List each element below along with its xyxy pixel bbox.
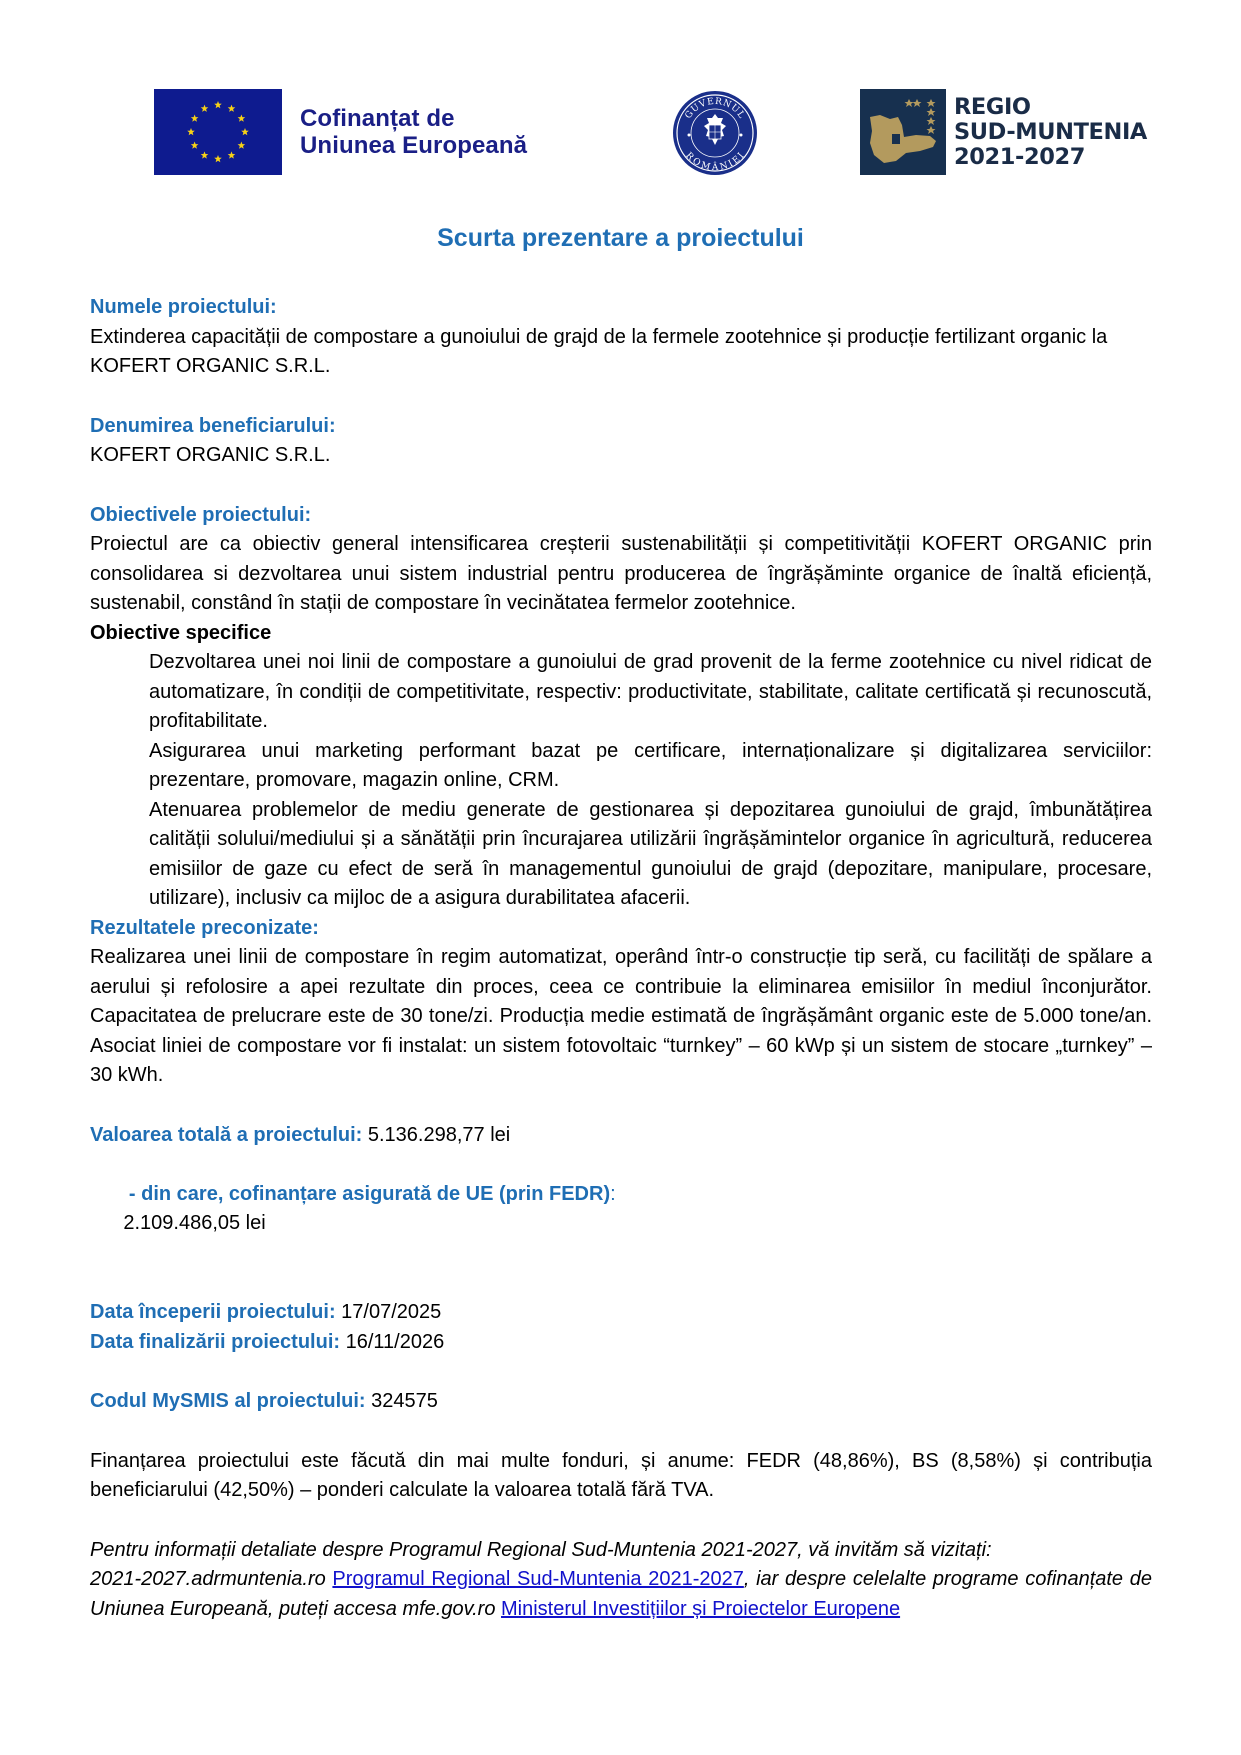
specific-objective-1: Dezvoltarea unei noi linii de compostare a gunoiului de grad provenit de la ferme zootehnice cu nivel ridicat de automatizare, în condiții de competitivitate, respectiv: productivitate, stabilitate, calitate certificată și recunoscută, profitabilitate. <box>149 651 1152 732</box>
regio-line2: SUD-MUNTENIA <box>954 118 1147 145</box>
eu-logo-line1: Cofinanțat de <box>300 105 455 132</box>
eu-star-icon <box>228 105 236 112</box>
footer-site1: 2021-2027.adrmuntenia.ro <box>90 1568 326 1590</box>
document-body <box>90 293 1152 1624</box>
objectives-section <box>90 501 1152 914</box>
financing-statement: Finanțarea proiectului este făcută din mai multe fonduri, și anume: FEDR (48,86%), BS (8,58%) și contribuția beneficiarului (42,50%) – ponderi calculate la valoarea totală fără TVA. <box>90 1449 1152 1501</box>
results-label: Rezultatele preconizate: <box>90 916 319 939</box>
project-name-section <box>90 293 1152 382</box>
eu-cofinancing-colon: : <box>610 1182 616 1205</box>
beneficiary-label: Denumirea beneficiarului: <box>90 414 336 437</box>
beneficiary-section <box>90 412 1152 471</box>
specific-objectives-label: Obiective specifice <box>90 621 272 644</box>
total-value-amount: 5.136.298,77 lei <box>367 1123 511 1146</box>
seal-top-text: GUVERNUL <box>683 96 747 121</box>
eu-star-icon <box>201 151 209 158</box>
dates-section <box>90 1298 1152 1357</box>
specific-objective-3: Atenuarea problemelor de mediu generate de gestionarea și depozitarea gunoiului de grajd, îmbunătățirea calității solului/mediului și a sănătății prin încurajarea utilizării îngrășămintelor organice în agricultură, reducerea emisiilor de gaze cu efect de seră în managementul gunoiului de grajd (depozitare, manipulare, procesare, utilizare), inclusiv ca mijloc de a asigura durabilitatea afacerii. <box>149 798 1152 909</box>
footer-info <box>90 1536 1152 1625</box>
eu-star-icon <box>214 155 222 162</box>
eu-cofinancing-row <box>90 1150 1152 1268</box>
results-value: Realizarea unei linii de compostare în regim automatizat, operând într-o construcție tip seră, cu facilități de spălare a aerului și refolosire a apei rezultate din proces, ceea ce contribuie la eliminarea emisiilor în mediul înconjurător. Capacitatea de prelucrare este de 30 tone/zi. Producția medie estimată de îngrășământ organic este de 5.000 tone/an. Asociat liniei de compostare vor fi instalat: un sistem fotovoltaic “turnkey” – 60 kWp și un sistem de stocare „turnkey” – 30 kWh. <box>90 946 1152 1086</box>
project-name-value: Extinderea capacității de compostare a gunoiului de grajd de la fermele zootehnice și producție fertilizant organic la KOFERT ORGANIC S.R.L. <box>90 325 1108 377</box>
regio-line3: 2021-2027 <box>954 143 1085 170</box>
eu-cofinancing-amount: 2.109.486,05 lei <box>123 1212 266 1234</box>
value-section <box>90 1121 1152 1269</box>
specific-objective-2: Asigurarea unui marketing performant bazat pe certificare, internaționalizare și digitalizarea serviciilor: prezentare, promovare, magazin online, CRM. <box>149 739 1152 791</box>
project-name-label: Numele proiectului: <box>90 296 277 318</box>
results-section <box>90 914 1152 1091</box>
total-value-label: Valoarea totală a proiectului: <box>90 1123 363 1146</box>
mysmis-label: Codul MySMIS al proiectului: <box>90 1390 366 1412</box>
eu-star-icon <box>187 128 195 135</box>
objectives-label: Obiectivele proiectului: <box>90 503 312 526</box>
eu-star-icon <box>191 115 199 122</box>
eu-flag-icon <box>154 89 282 175</box>
eu-cofinancing-logo <box>154 89 527 175</box>
footer-paragraph <box>90 1565 1152 1624</box>
eu-star-icon <box>214 101 222 108</box>
start-date-label: Data începerii proiectului: <box>90 1301 336 1323</box>
ministry-link[interactable]: Ministerul Investițiilor și Proiectelor Europene <box>501 1597 901 1620</box>
eu-star-icon <box>238 115 246 122</box>
program-regional-link[interactable]: Programul Regional Sud-Muntenia 2021-2027 <box>332 1568 744 1590</box>
mysmis-value: 324575 <box>371 1390 438 1412</box>
eu-star-icon <box>241 128 249 135</box>
end-date-label: Data finalizării proiectului: <box>90 1330 341 1353</box>
beneficiary-value: KOFERT ORGANIC S.R.L. <box>90 444 331 466</box>
footer-line1: Pentru informații detaliate despre Programul Regional Sud-Muntenia 2021-2027, vă invităm să vizitați: <box>90 1538 992 1561</box>
seal-bottom-text: ROMÂNIEI <box>683 150 747 174</box>
logo-header <box>0 89 1241 177</box>
end-date-value: 16/11/2026 <box>345 1330 445 1353</box>
footer-site2: mfe.gov.ro <box>402 1597 496 1620</box>
regio-sud-muntenia-logo <box>860 89 1147 175</box>
eu-star-icon <box>191 142 199 149</box>
page-title: Scurta prezentare a proiectului <box>437 224 804 252</box>
eu-logo-line2: Uniunea Europeană <box>300 132 528 159</box>
footer-middle-text: , iar despre celelalte programe cofinanțate de Uniunea Europeană, puteți accesa <box>90 1568 1152 1620</box>
eu-logo-text <box>300 105 527 159</box>
romanian-government-seal-icon <box>672 90 758 176</box>
eu-star-icon <box>228 151 236 158</box>
start-date-value: 17/07/2025 <box>341 1301 442 1323</box>
eu-star-icon <box>201 105 209 112</box>
start-date-row <box>90 1298 1152 1328</box>
regio-line1: REGIO <box>954 93 1031 120</box>
eu-star-icon <box>238 142 246 149</box>
regio-map-icon <box>860 89 946 175</box>
total-value-row <box>90 1121 1152 1151</box>
general-objective: Proiectul are ca obiectiv general intensificarea creșterii sustenabilității și competitivității KOFERT ORGANIC prin consolidarea si dezvoltarea unui sistem industrial pentru producerea de îngrășăminte organice de înaltă eficiență, sustenabil, constând în stații de compostare în vecinătatea fermelor zootehnice. <box>90 533 1152 614</box>
eu-cofinancing-label: - din care, cofinanțare asigurată de UE (prin FEDR) <box>123 1182 611 1205</box>
mysmis-row <box>90 1387 1152 1417</box>
end-date-row <box>90 1328 1152 1358</box>
regio-logo-text <box>954 95 1147 170</box>
